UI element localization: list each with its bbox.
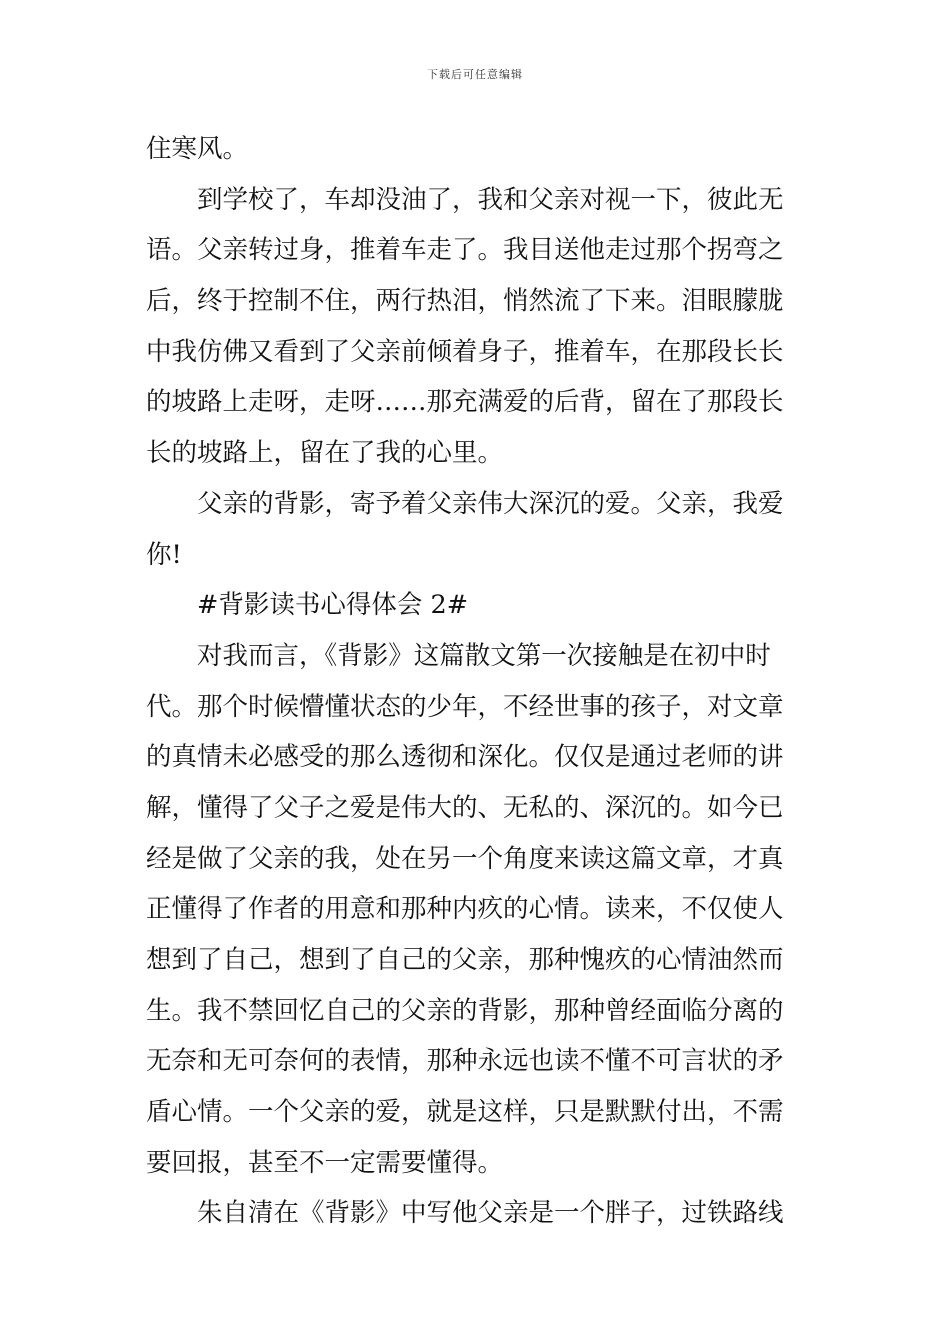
document-body (146, 124, 808, 1239)
text-line: 无奈和无可奈何的表情，那种永远也读不懂不可言状的矛 (146, 1046, 784, 1077)
text-line: 经是做了父亲的我，处在另一个角度来读这篇文章，才真 (146, 843, 784, 874)
text-line: 正懂得了作者的用意和那种内疚的心情。读来，不仅使人 (146, 894, 784, 925)
text-line: 你! (146, 539, 182, 570)
text-line: 的坡路上走呀，走呀……那充满爱的后背，留在了那段长 (146, 387, 784, 418)
text-line: 对我而言，《背影》这篇散文第一次接触是在初中时 (197, 640, 771, 671)
text-line: 要回报，甚至不一定需要懂得。 (146, 1147, 504, 1178)
text-line: 语。父亲转过身，推着车走了。我目送他走过那个拐弯之 (146, 235, 784, 266)
text-line: 生。我不禁回忆自己的父亲的背影，那种曾经面临分离的 (146, 995, 784, 1026)
text-line: 到学校了，车却没油了，我和父亲对视一下，彼此无 (197, 184, 784, 215)
text-line: 代。那个时候懵懂状态的少年，不经世事的孩子，对文章 (146, 691, 784, 722)
text-line: 的真情未必感受的那么透彻和深化。仅仅是通过老师的讲 (146, 742, 784, 773)
section-heading: #背影读书心得体会 2# (197, 590, 469, 621)
text-line: 住寒风。 (146, 134, 249, 164)
text-line: 解，懂得了父子之爱是伟大的、无私的、深沉的。如今已 (146, 792, 784, 823)
text-line: 长的坡路上，留在了我的心里。 (146, 438, 504, 469)
text-line: 父亲的背影，寄予着父亲伟大深沉的爱。父亲，我爱 (197, 488, 784, 519)
page-header-note: 下载后可任意编辑 (427, 68, 523, 81)
text-line: 朱自清在《背影》中写他父亲是一个胖子，过铁路线 (197, 1198, 784, 1229)
text-line: 想到了自己，想到了自己的父亲，那种愧疚的心情油然而 (146, 945, 784, 975)
text-line: 中我仿佛又看到了父亲前倾着身子，推着车，在那段长长 (146, 336, 784, 367)
text-line: 盾心情。一个父亲的爱，就是这样，只是默默付出，不需 (146, 1097, 784, 1128)
text-line: 后，终于控制不住，两行热泪，悄然流了下来。泪眼朦胧 (146, 286, 784, 317)
